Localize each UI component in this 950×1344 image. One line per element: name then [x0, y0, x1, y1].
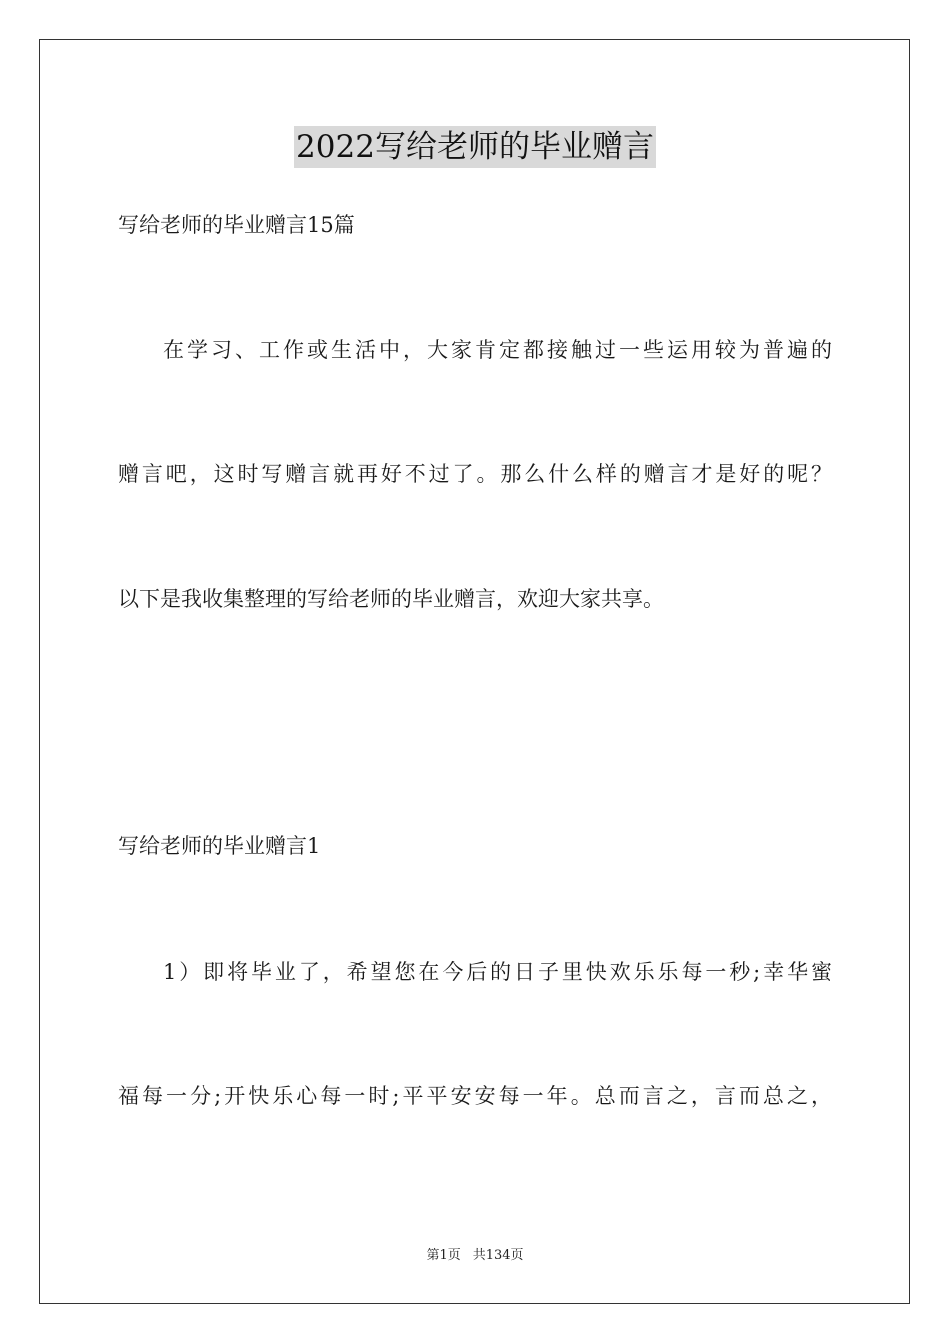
- item1-line-1: 1）即将毕业了，希望您在今后的日子里快欢乐乐每一秒;幸华蜜: [163, 960, 832, 984]
- intro-line-2: 赠言吧，这时写赠言就再好不过了。那么什么样的赠言才是好的呢？: [118, 462, 832, 486]
- document-title: 2022写给老师的毕业赠言: [294, 126, 656, 168]
- page-footer: [0, 1247, 950, 1265]
- section-heading: 写给老师的毕业赠言1: [118, 834, 321, 858]
- document-subtitle: 写给老师的毕业赠言15篇: [118, 213, 355, 237]
- page-number: 第1页: [426, 1248, 461, 1263]
- page-total: 共134页: [472, 1248, 524, 1263]
- intro-line-3: 以下是我收集整理的写给老师的毕业赠言，欢迎大家共享。: [118, 587, 664, 611]
- title-container: [0, 126, 950, 168]
- item1-line-2: 福每一分;开快乐心每一时;平平安安每一年。总而言之，言而总之，: [118, 1084, 832, 1108]
- intro-line-1: 在学习、工作或生活中，大家肯定都接触过一些运用较为普遍的: [163, 338, 832, 362]
